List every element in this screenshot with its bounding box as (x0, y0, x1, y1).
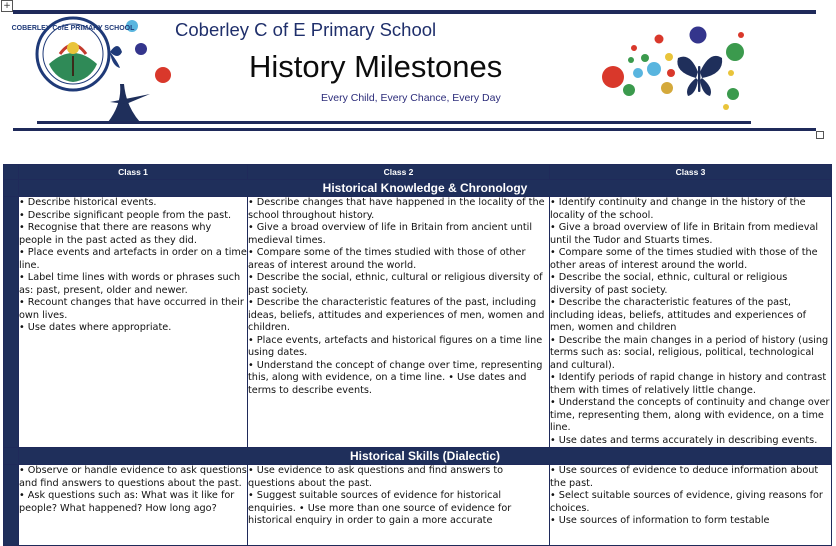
bullet-item: • Recognise that there are reasons why people in the past acted as they did. (19, 222, 212, 246)
column-header-row (4, 165, 832, 180)
bullet-item: • Place events and artefacts in order on a time line. (19, 247, 247, 271)
section-heading-row (4, 180, 832, 197)
bullet-item: • Describe the characteristic features of the past, including ideas, beliefs, attitudes and experiences of men, women and children. (248, 297, 545, 333)
bullet-item: • Describe the social, ethnic, cultural or religious diversity of past society. (550, 272, 788, 296)
table-row-skills (4, 465, 832, 546)
bullet-item: • Describe historical events. (19, 197, 157, 208)
header-rule-2 (13, 128, 816, 131)
row-left-bar (4, 465, 19, 546)
bullet-item: • Describe the main changes in a period of history (using terms such as: social, religious, political, technological and cultural). (550, 334, 829, 371)
bullet-item: • Describe significant people from the past. (19, 209, 232, 221)
butterfly-icon (677, 56, 722, 96)
section-title-knowledge: Historical Knowledge & Chronology (19, 180, 832, 197)
cell-skills-class-1 (19, 465, 248, 546)
bullet-item: • Identify continuity and change in the history of the locality of the school. (550, 197, 806, 221)
logo-text: COBERLEY CofE PRIMARY SCHOOL (11, 25, 135, 32)
bullet-item: • Give a broad overview of life in Britain from ancient until medieval times. (248, 222, 533, 246)
section-title-skills: Historical Skills (Dialectic) (19, 448, 832, 465)
bullet-item: • Observe or handle evidence to ask questions and find answers to questions about the past. (19, 465, 247, 489)
bullet-item: • Understand the concepts of continuity and change over time, representing them, along with evidence, on a time line. (550, 397, 830, 433)
bullet-item: • Use dates where appropriate. (19, 322, 172, 333)
decorative-dots-butterfly (598, 22, 750, 112)
bullet-item: • Understand the concept of change over time, representing this, along with evidence, on a time line. • Use dates and terms to describe events. (248, 359, 543, 396)
table-row-knowledge (4, 197, 832, 448)
bullet-item: • Compare some of the times studied with those of the other areas of interest around the world. (550, 247, 818, 271)
school-name: Coberley C of E Primary School (175, 19, 437, 40)
bullet-item: • Recount changes that have occurred in their own lives. (19, 297, 244, 321)
bullet-item: • Select suitable sources of evidence, giving reasons for choices. (550, 490, 823, 514)
bullet-item: • Place events, artefacts and historical figures on a time line using dates. (248, 334, 543, 358)
column-header-class-3: Class 3 (550, 165, 832, 180)
row-left-bar (4, 197, 19, 448)
bullet-item: • Label time lines with words or phrases such as: past, present, older and newer. (19, 272, 241, 296)
school-logo (11, 14, 180, 122)
milestones-table (3, 164, 832, 546)
cell-skills-class-2 (248, 465, 550, 546)
cell-knowledge-class-3 (550, 197, 832, 448)
school-motto: Every Child, Every Chance, Every Day (321, 92, 501, 104)
column-header-class-1: Class 1 (19, 165, 248, 180)
cell-knowledge-class-2 (248, 197, 550, 448)
bullet-item: • Compare some of the times studied with those of other areas of interest around the world. (248, 247, 526, 271)
bullet-item: • Ask questions such as: What was it like for people? What happened? How long ago? (19, 490, 235, 514)
bullet-item: • Suggest suitable sources of evidence for historical enquiries. • Use more than one source of evidence for historical enquiry in order to gain a more accurate (248, 490, 512, 526)
bullet-item: • Use sources of information to form testable (550, 515, 770, 526)
section-left-bar (4, 448, 19, 465)
bullet-item: • Give a broad overview of life in Britain from medieval until the Tudor and Stuarts times. (550, 222, 819, 246)
column-header-class-2: Class 2 (248, 165, 550, 180)
bullet-item: • Use evidence to ask questions and find answers to questions about the past. (248, 465, 504, 489)
bullet-item: • Use dates and terms accurately in describing events. (550, 434, 818, 446)
section-left-bar (4, 180, 19, 197)
bullet-item: • Describe the social, ethnic, cultural or religious diversity of past society. (248, 272, 543, 296)
cell-skills-class-3 (550, 465, 832, 546)
header-corner (4, 165, 19, 180)
header-rule-1 (37, 121, 751, 124)
page-title: History Milestones (249, 49, 503, 84)
section-heading-row (4, 448, 832, 465)
table-resize-handle[interactable] (816, 131, 824, 139)
bullet-item: • Describe changes that have happened in the locality of the school throughout history. (248, 197, 545, 221)
bullet-item: • Use sources of evidence to deduce information about the past. (550, 465, 819, 489)
bullet-item: • Describe the characteristic features of the past, including ideas, beliefs, attitudes and experiences of men, women and children (550, 297, 807, 333)
bullet-item: • Identify periods of rapid change in history and contrast them with times of relatively little change. (550, 372, 827, 396)
cell-knowledge-class-1 (19, 197, 248, 448)
table-move-handle[interactable]: + (1, 0, 13, 12)
